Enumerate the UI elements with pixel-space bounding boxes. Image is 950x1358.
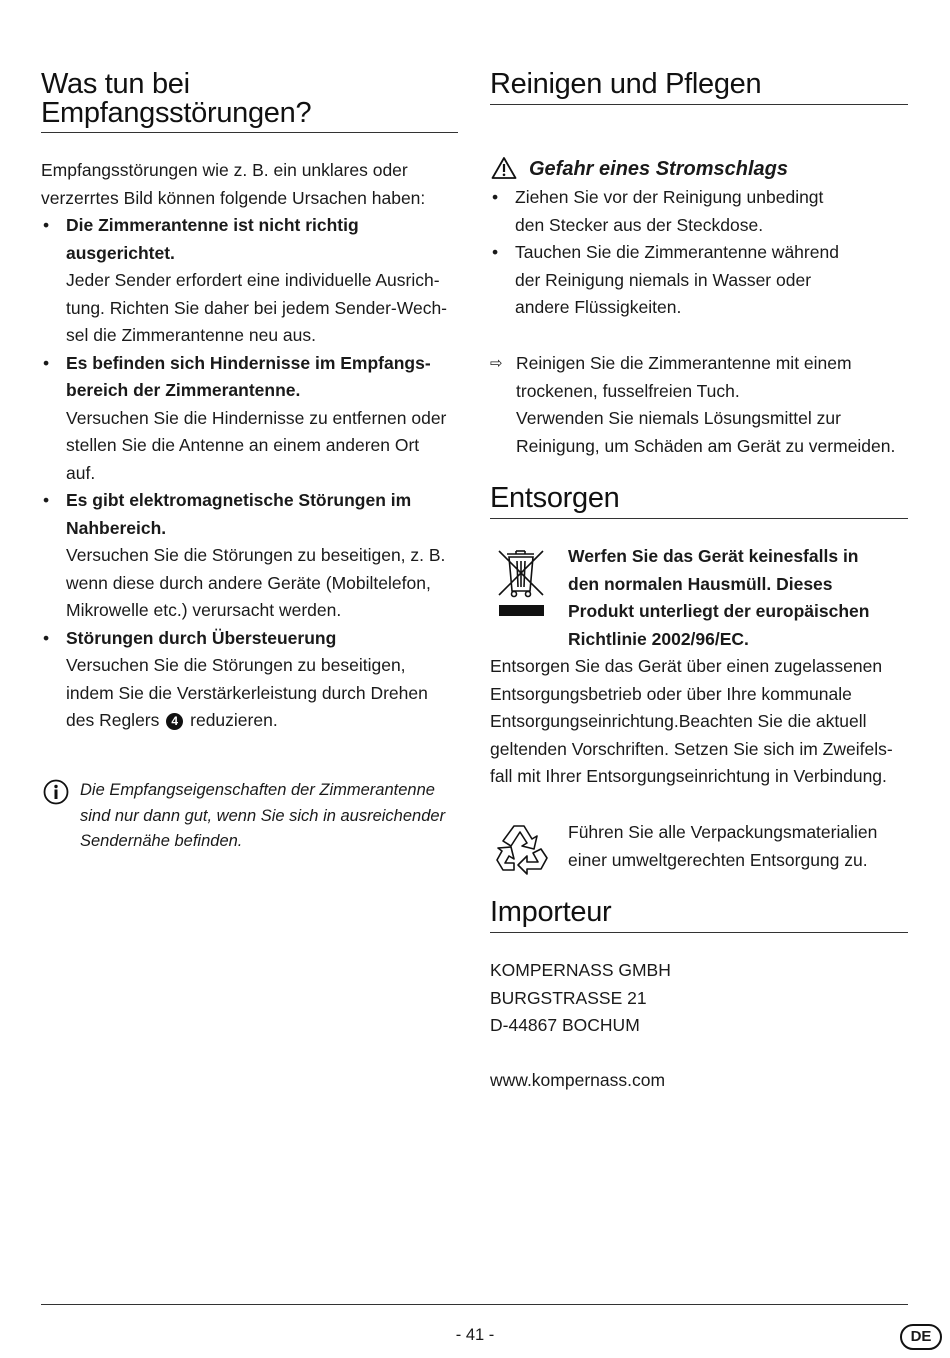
cause-text: tung. Richten Sie daher bei jedem Sender-Wech- [66,297,448,318]
importer-address [490,957,908,1040]
bullet-icon: • [43,352,50,373]
warning-text: der Reinigung niemals in Wasser oder [515,269,812,290]
cause-heading: Es befinden sich Hindernisse im Empfangs- [66,352,431,373]
cause-text: Jeder Sender erfordert eine individuelle Ausrich- [66,270,440,290]
warning-item [490,184,908,239]
warning-text: Ziehen Sie vor der Reinigung unbedingt [515,187,824,207]
cause-heading: Nahbereich. [66,517,167,538]
recycling-text: einer umweltgerechten Entsorgung zu. [568,849,868,870]
disposal-line: Entsorgungsbetrieb oder über Ihre kommunale [490,683,852,704]
troubleshooting-intro [41,157,458,212]
regler-text: des Reglers [66,710,160,730]
troubleshooting-heading [41,70,458,133]
cleaning-text: trockenen, fusselfreien Tuch. [516,380,740,401]
regler-text: reduzieren. [190,710,278,730]
cause-text: stellen Sie die Antenne an einem anderen Ort [66,435,420,455]
disposal-text [490,653,908,791]
cause-heading: Störungen durch Übersteuerung [66,627,337,648]
cleaning-title: Reinigen und Pflegen [490,68,762,100]
importer-heading [490,898,908,933]
address-line: BURGSTRASSE 21 [490,987,647,1008]
disposal-line: geltenden Vorschriften. Setzen Sie sich im Zweifels- [490,738,893,759]
warning-title: Gefahr eines Stromschlags [529,158,788,180]
cleaning-text: Reinigung, um Schäden am Gerät zu vermeiden. [516,435,896,456]
importer-title: Importeur [490,896,612,928]
note-text: sind nur dann gut, wenn Sie sich in ausreichender [80,806,446,825]
troubleshooting-title-line1: Was tun bei [41,68,190,100]
cleaning-heading [490,70,908,105]
footer-divider [41,1304,908,1305]
note-text: Die Empfangseigenschaften der Zimmerantenne [80,781,435,799]
warning-heading [490,155,908,183]
note-text: Sendernähe befinden. [80,832,243,850]
bullet-icon: • [43,490,50,510]
cause-text: Versuchen Sie die Störungen zu beseitigen, z. B. [66,545,446,565]
bullet-icon: • [43,215,50,235]
troubleshooting-title-line2: Empfangsstörungen? [41,97,312,129]
cause-item [41,350,458,488]
cause-text-last [66,707,458,735]
cause-text: indem Sie die Verstärkerleistung durch Drehen [66,682,428,703]
bullet-icon: • [43,627,50,648]
arrow-icon: ⇨ [490,355,503,372]
website-link[interactable]: www.kompernass.com [490,1070,666,1090]
disposal-bold-text: Produkt unterliegt der europäischen [568,601,870,621]
bullet-icon: • [492,242,499,262]
regler-number-badge [166,713,183,730]
intro-line: Empfangsstörungen wie z. B. ein unklares oder [41,160,408,180]
cleaning-text: Verwenden Sie niemals Lösungsmittel zur [516,408,841,428]
disposal-line: Entsorgen Sie das Gerät über einen zugelassenen [490,656,883,676]
warning-list [490,184,908,322]
cause-text: sel die Zimmerantenne neu aus. [66,325,316,345]
address-line: KOMPERNASS GMBH [490,960,671,980]
cause-item [41,487,458,625]
recycling-text: Führen Sie alle Verpackungsmaterialien [568,822,878,842]
disposal-line: fall mit Ihrer Entsorgungseinrichtung in Verbindung. [490,766,887,786]
cause-text: Versuchen Sie die Hindernisse zu entfernen oder [66,407,447,428]
cause-text: Versuchen Sie die Störungen zu beseitigen, [66,655,406,675]
cause-item [41,212,458,350]
disposal-warning [568,543,913,653]
crossed-bin-icon [490,545,550,621]
warning-text: Tauchen Sie die Zimmerantenne während [515,242,839,262]
cause-text: auf. [66,462,96,483]
disposal-heading [490,484,908,519]
disposal-bold-text: den normalen Hausmüll. Dieses [568,573,833,594]
cause-item [41,625,458,735]
cause-heading: Die Zimmerantenne ist nicht richtig [66,215,359,235]
recycling-icon [492,818,552,878]
info-icon [43,779,69,805]
cause-text: Mikrowelle etc.) verursacht werden. [66,600,342,620]
intro-line: verzerrtes Bild können folgende Ursachen haben: [41,187,426,208]
cause-heading: Es gibt elektromagnetische Störungen im [66,490,412,510]
disposal-title: Entsorgen [490,482,620,514]
recycling-note [568,819,913,874]
address-line: D-44867 BOCHUM [490,1015,640,1035]
cause-heading: ausgerichtet. [66,242,175,263]
disposal-bold-text: Werfen Sie das Gerät keinesfalls in [568,546,859,566]
regler-number: 4 [171,714,179,728]
warning-text: andere Flüssigkeiten. [515,297,682,317]
disposal-line: Entsorgungseinrichtung.Beachten Sie die aktuell [490,711,867,731]
warning-triangle-icon [491,156,517,180]
warning-item [490,239,908,322]
cleaning-text: Reinigen Sie die Zimmerantenne mit einem [516,353,852,373]
cause-text: wenn diese durch andere Geräte (Mobiltelefon, [66,572,431,593]
cause-list [41,212,458,735]
cause-heading: bereich der Zimmerantenne. [66,380,301,400]
language-badge: DE [900,1324,942,1350]
disposal-bold-text: Richtlinie 2002/96/EC. [568,628,749,649]
bullet-icon: • [492,187,499,207]
warning-text: den Stecker aus der Steckdose. [515,214,764,235]
page-number: - 41 - [455,1326,495,1344]
